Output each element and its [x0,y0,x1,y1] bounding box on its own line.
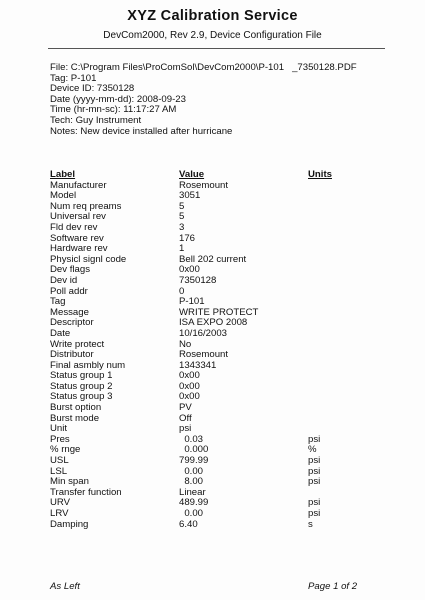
row-label: LRV [50,508,69,519]
row-value: 0 [179,285,185,297]
row-label: Descriptor [50,317,94,329]
row-value: 5 [179,211,185,223]
row-value: 6.40 [179,518,198,530]
row-label: Physicl signl code [50,253,127,265]
row-value: 799.99 [179,455,209,467]
row-value: 176 [179,232,196,244]
row-label: Manufacturer [50,179,107,191]
row-units: psi [308,476,321,488]
row-label: Burst option [50,402,102,414]
row-units: psi [308,508,321,519]
label-column-header: Label [50,169,76,180]
row-label: Status group 1 [50,370,113,382]
tag-line: Tag: P-101 [50,72,97,84]
row-label: USL [50,455,69,467]
row-value: 3051 [179,190,201,202]
row-value: Off [179,412,192,424]
tech-line: Tech: Guy Instrument [50,114,142,126]
row-label: Pres [50,433,70,445]
row-value: 0.03 [179,433,204,445]
row-label: Burst mode [50,412,100,424]
footer-status: As Left [50,581,80,592]
row-label: Software rev [50,232,104,244]
file-name: _7350128.PDF [292,62,357,73]
date-line: Date (yyyy-mm-dd): 2008-09-23 [50,93,186,105]
row-value: Linear [179,486,206,498]
row-label: Transfer function [50,486,122,498]
file-line [50,63,357,74]
row-value: 0x00 [179,370,200,382]
row-value: 10/16/2003 [179,327,228,339]
row-label: Model [50,190,77,202]
row-value: 0x00 [179,380,200,392]
units-column-header: Units [308,169,332,180]
row-label: Write protect [50,338,105,350]
row-units: psi [308,455,321,467]
row-value: 5 [179,200,185,212]
row-label: Dev flags [50,264,90,276]
row-label: Status group 2 [50,380,113,392]
row-value: 1343341 [179,359,217,371]
row-value: WRITE PROTECT [179,306,259,318]
row-value: psi [179,423,192,435]
row-value: Rosemount [179,179,229,191]
row-units: psi [308,433,321,445]
row-label: Num req preams [50,200,122,212]
row-label: LSL [50,465,68,477]
row-value: 3 [179,221,185,233]
row-label: Min span [50,476,89,488]
value-column-header: Value [179,169,205,180]
row-value: 0.00 [179,508,204,519]
row-units: psi [308,465,321,477]
row-units: % [308,444,317,456]
row-label: Status group 3 [50,391,113,403]
row-label: Date [50,327,71,339]
row-label: URV [50,497,71,509]
header-divider [48,48,385,49]
row-value: 489.99 [179,497,209,509]
row-label: Universal rev [50,211,106,223]
page-number: Page 1 of 2 [308,581,358,592]
row-value: 0x00 [179,391,200,403]
row-units: s [308,518,313,530]
metadata-block [50,63,357,137]
row-value: 8.00 [179,476,204,488]
row-label: Unit [50,423,68,435]
row-label: Damping [50,518,89,530]
row-label: Poll addr [50,285,88,297]
row-value: Bell 202 current [179,253,247,265]
row-label: % rnge [50,444,81,456]
row-value: 0.00 [179,465,204,477]
row-value: 1 [179,243,185,255]
notes-line: Notes: New device installed after hurricane [50,125,233,137]
row-value: 0x00 [179,264,200,276]
row-value: 0.000 [179,444,209,456]
row-units: psi [308,497,321,509]
row-label: Message [50,306,89,318]
device-id-line: Device ID: 7350128 [50,83,135,95]
time-line: Time (hr-mn-sc): 11:17:27 AM [50,104,177,116]
row-value: No [179,338,192,350]
row-label: Final asmbly num [50,359,126,371]
row-label: Tag [50,296,66,308]
page-subtitle: DevCom2000, Rev 2.9, Device Configuration File [103,30,322,41]
row-label: Hardware rev [50,243,108,255]
row-value: ISA EXPO 2008 [179,317,248,329]
row-label: Fld dev rev [50,221,98,233]
row-value: 7350128 [179,274,217,286]
row-value: PV [179,402,192,414]
row-label: Distributor [50,349,94,361]
row-value: P-101 [179,296,205,308]
row-label: Dev id [50,274,78,286]
row-value: Rosemount [179,349,229,361]
file-path: File: C:\Program Files\ProComSol\DevCom2000\P-101 [50,62,285,73]
page-title: XYZ Calibration Service [127,8,298,24]
